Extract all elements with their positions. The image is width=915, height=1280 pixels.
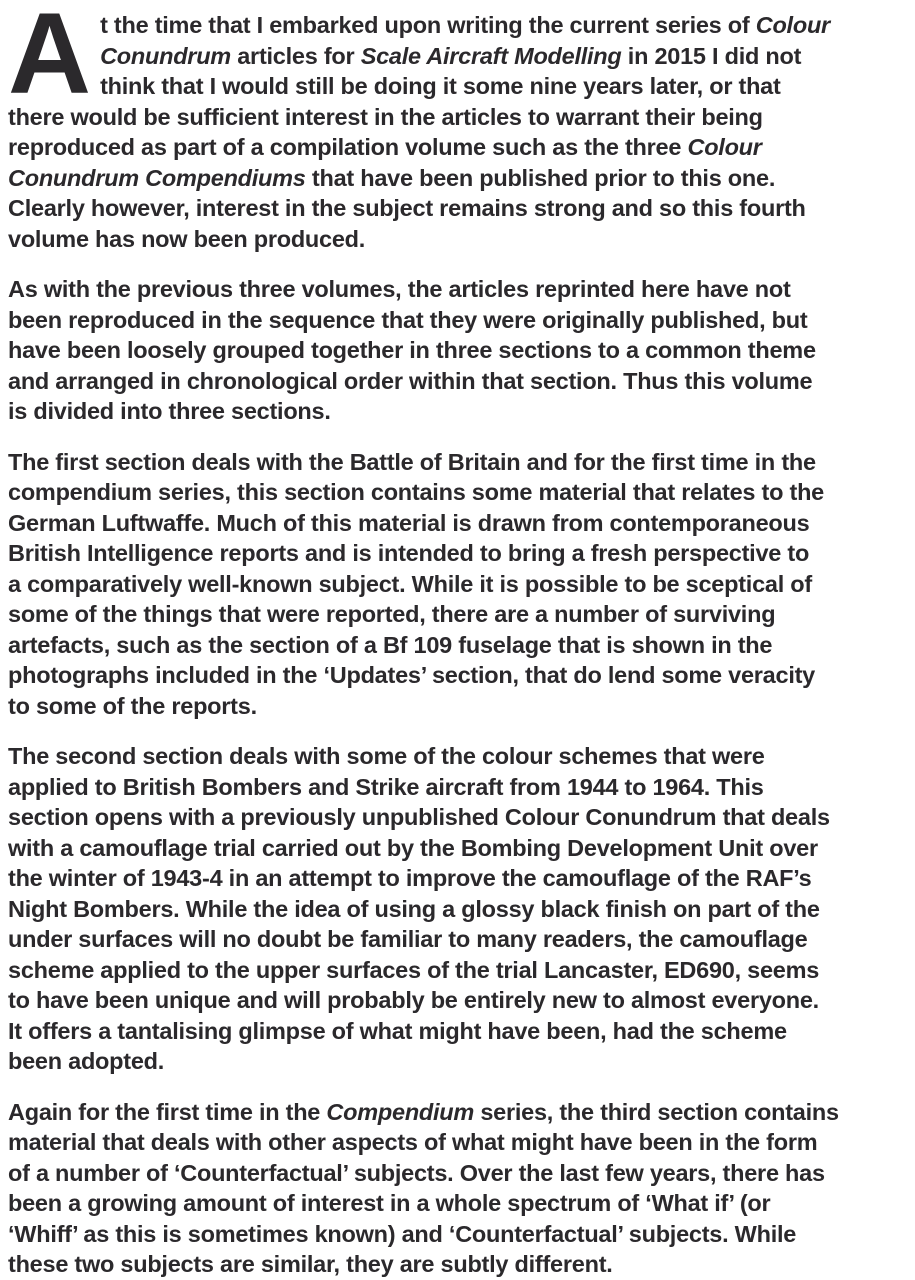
text-line [8, 1188, 911, 1219]
text-segment: and arranged in chronological order within that section. Thus this volume [8, 367, 813, 394]
text-line [8, 1016, 911, 1047]
text-line [8, 71, 911, 102]
italic-text: Compendium [326, 1098, 475, 1125]
text-line [8, 630, 911, 661]
italic-text: Conundrum [100, 42, 231, 69]
drop-cap: A [8, 0, 92, 118]
paragraph-3 [8, 447, 911, 722]
text-segment: The second section deals with some of the colour schemes that were [8, 743, 765, 769]
text-line [8, 1127, 911, 1158]
text-segment: scheme applied to the upper surfaces of the trial Lancaster, ED690, seems [8, 956, 820, 983]
intro-text [8, 0, 911, 1280]
italic-text: Scale Aircraft Modelling [360, 42, 622, 69]
text-segment: been a growing amount of interest in a whole spectrum of ‘What if’ (or [8, 1190, 771, 1216]
text-line [8, 274, 911, 305]
text-line [8, 833, 911, 864]
text-segment: ‘Whiff’ as this is sometimes known) and ‘Counterfactual’ subjects. While [8, 1220, 797, 1247]
text-line [8, 41, 911, 72]
text-segment: to have been unique and will probably be entirely new to almost everyone. [8, 987, 819, 1013]
text-segment: artefacts, such as the section of a Bf 109 fuselage that is shown in the [8, 631, 773, 658]
text-line [8, 508, 911, 539]
text-line [8, 335, 911, 366]
text-segment: As with the previous three volumes, the articles reprinted here have not [8, 276, 791, 302]
text-segment: articles for [230, 42, 361, 69]
text-line [8, 366, 911, 397]
text-line [8, 955, 911, 986]
text-segment: The first section deals with the Battle of Britain and for the first time in the [8, 448, 816, 475]
text-segment: there would be sufficient interest in the articles to warrant their being [8, 103, 763, 130]
text-line [8, 924, 911, 955]
text-segment: Again for the first time in the [8, 1098, 327, 1125]
text-line [8, 396, 911, 427]
text-segment: have been loosely grouped together in three sections to a common theme [8, 337, 816, 363]
text-segment: volume has now been produced. [8, 225, 366, 252]
text-line [8, 193, 911, 224]
text-line [8, 102, 911, 133]
text-segment: compendium series, this section contains some material that relates to the [8, 479, 824, 505]
text-line [8, 10, 911, 41]
text-segment: in 2015 I did not [621, 42, 802, 69]
paragraph-2 [8, 274, 911, 427]
text-segment: series, the third section contains [474, 1098, 839, 1125]
italic-text: Colour [687, 134, 762, 160]
text-segment: t the time that I embarked upon writing the current series of [100, 12, 756, 38]
text-line [8, 863, 911, 894]
text-segment: some of the things that were reported, there are a number of surviving [8, 601, 776, 627]
text-line [8, 163, 911, 194]
text-line [8, 1219, 911, 1250]
text-segment: to some of the reports. [8, 692, 257, 719]
text-line [8, 132, 911, 163]
text-line [8, 477, 911, 508]
text-segment: German Luftwaffe. Much of this material is drawn from contemporaneous [8, 509, 810, 536]
text-segment: photographs included in the ‘Updates’ section, that do lend some veracity [8, 662, 815, 688]
text-line [8, 772, 911, 803]
text-segment: think that I would still be doing it some nine years later, or that [100, 73, 781, 99]
paragraph-5 [8, 1097, 911, 1280]
text-line [8, 741, 911, 772]
text-line [8, 1097, 911, 1128]
paragraph-4 [8, 741, 911, 1077]
text-segment: Night Bombers. While the idea of using a glossy black finish on part of the [8, 895, 820, 922]
text-line [8, 569, 911, 600]
text-line [8, 660, 911, 691]
text-segment: is divided into three sections. [8, 398, 331, 424]
text-line [8, 894, 911, 925]
text-segment: reproduced as part of a compilation volume such as the three [8, 134, 688, 160]
text-line [8, 1158, 911, 1189]
text-line [8, 1249, 911, 1280]
text-segment: been reproduced in the sequence that they were originally published, but [8, 306, 808, 333]
text-segment: the winter of 1943-4 in an attempt to improve the camouflage of the RAF’s [8, 865, 812, 891]
text-line [8, 305, 911, 336]
text-segment: under surfaces will no doubt be familiar to many readers, the camouflage [8, 926, 808, 952]
text-line [8, 224, 911, 255]
text-segment: that have been published prior to this one. [305, 164, 776, 191]
text-line [8, 1046, 911, 1077]
text-segment: with a camouflage trial carried out by the Bombing Development Unit over [8, 834, 818, 861]
text-segment: of a number of ‘Counterfactual’ subjects. Over the last few years, there has [8, 1159, 825, 1186]
italic-text: Colour [755, 12, 830, 38]
text-line [8, 599, 911, 630]
italic-text: Conundrum Compendiums [8, 164, 306, 191]
text-segment: section opens with a previously unpublished Colour Conundrum that deals [8, 804, 830, 830]
text-segment: It offers a tantalising glimpse of what might have been, had the scheme [8, 1017, 787, 1044]
text-segment: material that deals with other aspects of what might have been in the form [8, 1129, 818, 1155]
text-segment: Clearly however, interest in the subject remains strong and so this fourth [8, 195, 806, 221]
text-line [8, 802, 911, 833]
text-segment: applied to British Bombers and Strike aircraft from 1944 to 1964. This [8, 773, 764, 800]
text-segment: a comparatively well-known subject. While it is possible to be sceptical of [8, 570, 812, 597]
text-segment: been adopted. [8, 1048, 165, 1074]
paragraph-1 [8, 0, 911, 254]
text-segment: British Intelligence reports and is intended to bring a fresh perspective to [8, 540, 810, 566]
text-line [8, 447, 911, 478]
text-line [8, 691, 911, 722]
text-segment: these two subjects are similar, they are subtly different. [8, 1251, 613, 1277]
text-line [8, 985, 911, 1016]
text-line [8, 538, 911, 569]
